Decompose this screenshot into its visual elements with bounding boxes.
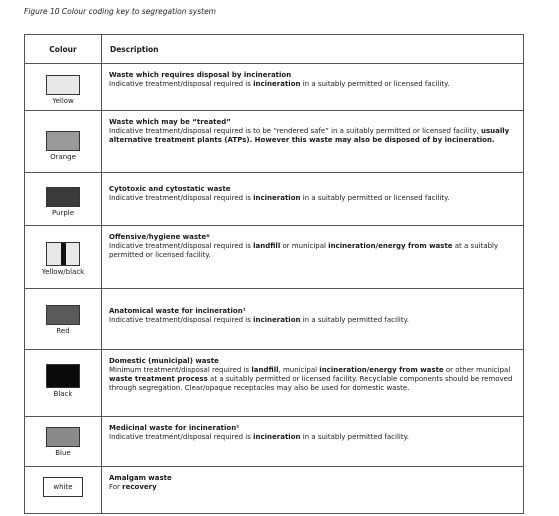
white-colour-swatch [43, 477, 83, 497]
row-text: Minimum treatment/disposal required is [109, 365, 252, 374]
row-text: or municipal [280, 242, 329, 251]
row-text-bold: incineration [253, 194, 301, 203]
row-text: at a suitably permitted or licensed facility. [109, 242, 499, 260]
row-title: Waste which requires disposal by incineration [109, 71, 292, 79]
colour-label: Yellow/black [41, 268, 85, 277]
colour-cell [25, 416, 102, 467]
row-text-bold: incineration/energy from waste [319, 365, 444, 374]
row-title: Cytotoxic and cytostatic waste [109, 185, 231, 194]
row-text: Indicative treatment/disposal required is [109, 315, 254, 324]
row-text-bold: waste treatment process [109, 374, 208, 383]
row-text: in a suitably permitted facility. [300, 315, 409, 324]
colour-cell [25, 173, 102, 226]
row-text: Indicative treatment/disposal required is [109, 432, 254, 441]
description-cell [102, 173, 524, 226]
colour-cell [25, 226, 102, 289]
row-text: , municipal [278, 365, 320, 374]
row-text: at a suitably permitted or licensed facility. Recyclable components should be removed through segregation. Clear/opaque receptacles may also be used for domestic waste. [109, 374, 513, 392]
row-title: Medicinal waste for incineration¹ [109, 423, 240, 432]
description-cell [102, 226, 524, 289]
table-row [25, 467, 524, 514]
table-row [25, 173, 524, 226]
row-text-bold: recovery [122, 483, 157, 492]
row-text-bold: usually alternative treatment plants (ATPs). However this waste may also be disposed of by incineration. [109, 126, 510, 144]
description-cell [102, 64, 524, 111]
row-text-bold: incineration [253, 80, 301, 88]
colour-cell [25, 467, 102, 514]
row-text-bold: landfill [253, 242, 281, 251]
description-cell [102, 110, 524, 173]
row-title: Domestic (municipal) waste [109, 356, 219, 365]
colour-label: white [53, 483, 73, 492]
striped-colour-swatch [46, 242, 80, 266]
row-text: in a suitably permitted or licensed facility. [300, 80, 450, 88]
colour-label: Red [56, 326, 70, 335]
row-text-bold: incineration [253, 315, 301, 324]
colour-swatch [46, 131, 80, 151]
row-text: Indicative treatment/disposal required is [109, 80, 254, 88]
colour-label: Orange [50, 152, 76, 161]
description-cell [102, 349, 524, 416]
row-title: Offensive/hygiene waste* [109, 233, 210, 242]
colour-label: Yellow [52, 97, 74, 105]
description-cell [102, 416, 524, 467]
row-text: Indicative treatment/disposal required is [109, 194, 254, 203]
row-text: Indicative treatment/disposal required is to be “rendered safe” in a suitably permitted or licensed facility, [109, 126, 481, 135]
row-text-bold: landfill [251, 365, 279, 374]
row-text: in a suitably permitted facility. [300, 432, 409, 441]
row-title: Waste which may be “treated” [109, 117, 231, 126]
colour-cell [25, 64, 102, 111]
figure-caption: Figure 10 Colour coding key to segregation system [24, 7, 216, 16]
colour-swatch [46, 305, 80, 325]
description-cell [102, 467, 524, 514]
description-cell [102, 288, 524, 349]
row-text: in a suitably permitted or licensed facility. [300, 194, 450, 203]
table-row [25, 226, 524, 289]
row-text: For [109, 483, 123, 492]
row-text: Indicative treatment/disposal required is [109, 242, 254, 251]
colour-swatch [46, 75, 80, 95]
colour-cell [25, 349, 102, 416]
colour-key-table [24, 34, 524, 514]
colour-swatch [46, 364, 80, 388]
row-title: Anatomical waste for incineration¹ [109, 306, 246, 315]
table-row [25, 110, 524, 173]
table-header-row [25, 35, 524, 64]
row-text: or other municipal [443, 365, 511, 374]
colour-column-header: Colour [25, 35, 102, 64]
row-text-bold: incineration [253, 432, 301, 441]
table-row [25, 349, 524, 416]
row-title: Amalgam waste [109, 474, 172, 483]
colour-cell [25, 288, 102, 349]
colour-label: Black [53, 389, 73, 398]
colour-swatch [46, 427, 80, 447]
table-row [25, 416, 524, 467]
table-row [25, 288, 524, 349]
colour-cell [25, 110, 102, 173]
colour-label: Purple [51, 209, 75, 218]
colour-swatch [46, 187, 80, 207]
description-column-header: Description [102, 35, 524, 64]
table-row [25, 64, 524, 111]
colour-label: Blue [55, 448, 71, 457]
row-text-bold: incineration/energy from waste [328, 242, 453, 251]
